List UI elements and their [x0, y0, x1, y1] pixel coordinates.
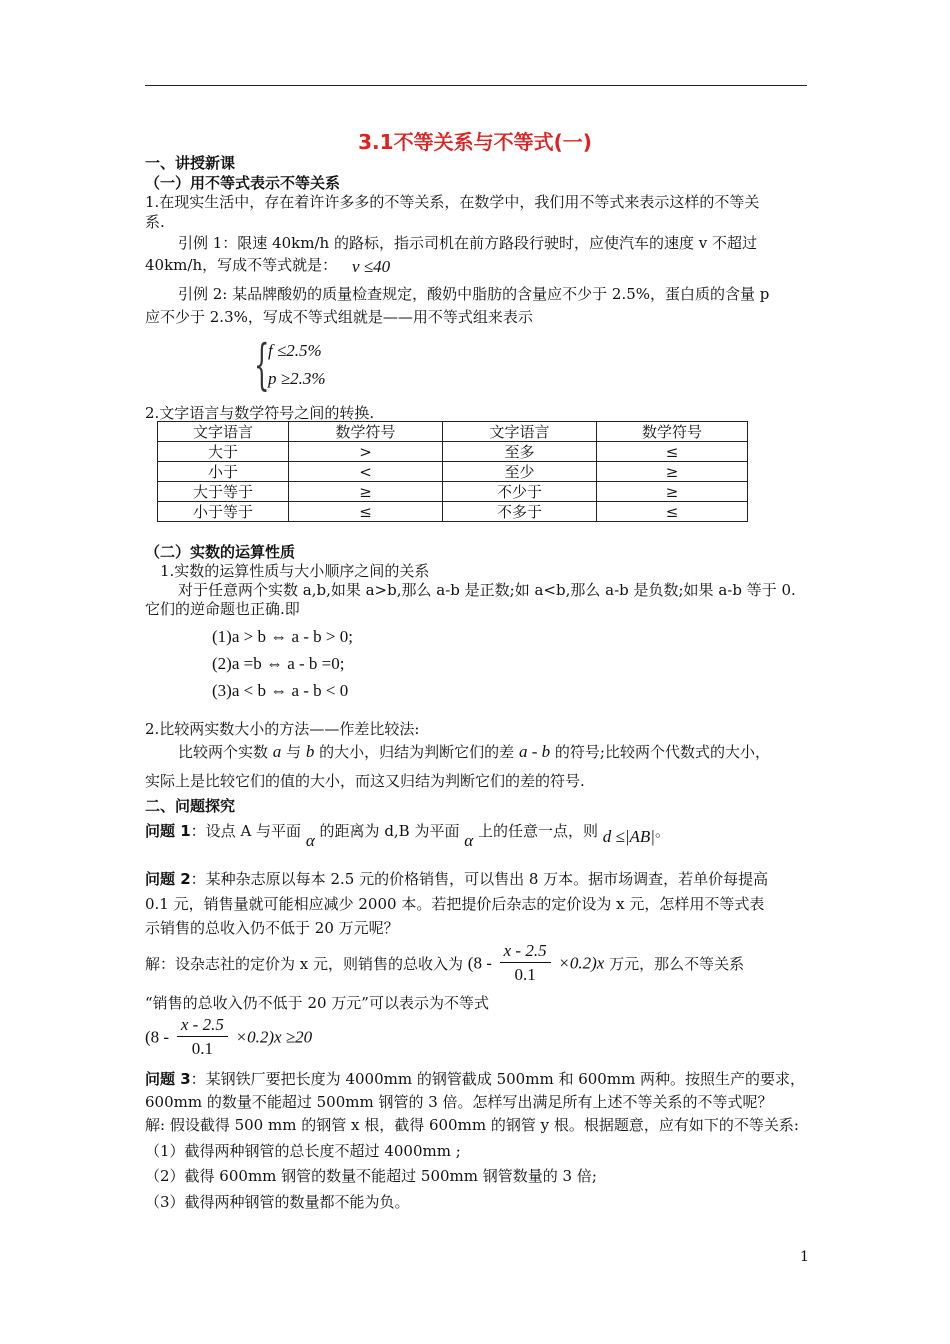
fraction-denominator: 0.1 [191, 1039, 213, 1058]
table-header-row [158, 422, 748, 442]
table-cell: > [289, 442, 443, 462]
paragraph-1-line-1: 1.在现实生活中，存在着许许多多的不等关系，在数学中，我们用不等式来表示这样的不等关 [145, 193, 760, 211]
table-row [158, 502, 748, 522]
example-2-line-1: 引例 2: 某品牌酸奶的质量检查规定，酸奶中脂肪的含量应不少于 2.5%，蛋白质的含量 p [178, 285, 770, 303]
paragraph-2: 2.文字语言与数学符号之间的转换. [145, 404, 375, 422]
table-header: 数学符号 [597, 422, 748, 442]
solution-2-line-2: “销售的总收入仍不低于 20 万元”可以表示为不等式 [145, 994, 489, 1012]
problem-1-formula: d ≤|AB| [602, 827, 655, 846]
text-run: 解：设杂志社的定价为 x 元，则销售的总收入为 [145, 955, 463, 973]
problem-1 [145, 820, 670, 850]
table-cell: ≤ [597, 502, 748, 522]
text-run: 万元，那么不等关系 [609, 955, 745, 973]
table-cell: 大于 [158, 442, 289, 462]
table-row [158, 462, 748, 482]
math-suffix: ×0.2)x ≥20 [235, 1027, 313, 1047]
table-cell: ≤ [289, 502, 443, 522]
section-heading-1: 一、讲授新课 [145, 154, 236, 172]
section-heading-2: 二、问题探究 [145, 797, 236, 815]
property-2: (2)a =b ⇔ a - b =0; [212, 654, 345, 673]
real-numbers-heading: 1.实数的运算性质与大小顺序之间的关系 [160, 562, 430, 580]
problem-3-line-3: 解: 假设截得 500 mm 的钢管 x 根，截得 600mm 的钢管 y 根。根据题意，应有如下的不等关系: [145, 1116, 799, 1134]
system-line-1: f ≤2.5% [268, 341, 322, 360]
header-rule [145, 85, 807, 86]
math-a: a [272, 742, 282, 761]
problem-2-line-2: 0.1 元，销售量就可能相应减少 2000 本。若把提价后杂志的定价设为 x 元，怎样用不等式表 [145, 895, 765, 913]
math-prefix: (8 - [467, 953, 492, 973]
system-line-2: p ≥2.3% [268, 369, 326, 388]
table-header: 文字语言 [158, 422, 289, 442]
table-header: 文字语言 [443, 422, 597, 442]
problem-2-label: 问题 2 [145, 870, 191, 888]
section-heading-1-1: （一）用不等式表示不等关系 [145, 174, 341, 192]
inequality-formula [145, 1014, 312, 1061]
alpha-symbol: α [464, 831, 474, 850]
list-item: （1）截得两种钢管的总长度不超过 4000mm ; [145, 1142, 461, 1160]
fraction-numerator: x - 2.5 [500, 940, 551, 963]
math-b: b [305, 742, 315, 761]
fraction [500, 940, 551, 987]
problem-2-line-1 [145, 868, 768, 889]
text-run: ：设点 A 与平面 [190, 822, 302, 840]
text-run: 的距离为 d,B 为平面 [319, 822, 460, 840]
text-run: 的大小，归结为判断它们的差 [319, 743, 515, 761]
example-1-formula: v ≤40 [352, 257, 391, 276]
example-1-line-1: 引例 1：限速 40km/h 的路标，指示司机在前方路段行驶时，应使汽车的速度 v 不超过 [178, 234, 757, 252]
text-run: 比较两个实数 [178, 743, 269, 761]
table-cell: 大于等于 [158, 482, 289, 502]
math-suffix: ×0.2)x [558, 953, 605, 973]
table-cell: 不多于 [443, 502, 597, 522]
list-item: （3）截得两种钢管的数量都不能为负。 [145, 1193, 410, 1211]
text-run: ：某钢铁厂要把长度为 4000mm 的钢管截成 500mm 和 600mm 两种。按照生产的要求， [190, 1070, 806, 1088]
conversion-table [157, 421, 748, 522]
table-cell: ≥ [289, 482, 443, 502]
real-numbers-line-2: 它们的逆命题也正确.即 [145, 600, 300, 618]
problem-3-label: 问题 3 [145, 1070, 191, 1088]
table-cell: ≥ [597, 482, 748, 502]
text-run: 上的任意一点，则 [477, 822, 598, 840]
text-run: 。 [654, 822, 670, 840]
table-cell: 不少于 [443, 482, 597, 502]
math-a-minus-b: a - b [518, 742, 551, 761]
paragraph-1-line-2: 系. [145, 213, 165, 231]
comparison-heading: 2.比较两实数大小的方法——作差比较法: [145, 720, 420, 738]
page-title: 3.1不等关系与不等式(一) [358, 130, 592, 154]
real-numbers-line-1: 对于任意两个实数 a,b,如果 a>b,那么 a-b 是正数;如 a<b,那么 a-b 是负数;如果 a-b 等于 0. [178, 581, 796, 599]
fraction [177, 1014, 228, 1061]
example-2-line-2: 应不少于 2.3%，写成不等式组就是——用不等式组来表示 [145, 308, 533, 326]
property-1: (1)a > b ⇔ a - b > 0; [212, 627, 353, 646]
math-prefix: (8 - [145, 1027, 170, 1047]
alpha-symbol: α [305, 831, 315, 850]
section-heading-1-2: （二）实数的运算性质 [145, 543, 296, 561]
text-run: 与 [286, 743, 302, 761]
comparison-line-1 [178, 741, 770, 762]
text-run: ：某种杂志原以每本 2.5 元的价格销售，可以售出 8 万本。据市场调查，若单价每提高 [190, 870, 769, 888]
table-row [158, 442, 748, 462]
text-run: 的符号;比较两个代数式的大小， [554, 743, 770, 761]
fraction-denominator: 0.1 [514, 965, 536, 984]
problem-2-line-3: 示销售的总收入仍不低于 20 万元呢？ [145, 919, 399, 937]
table-cell: < [289, 462, 443, 482]
example-1-line-2: 40km/h，写成不等式就是： [145, 256, 338, 274]
comparison-line-2: 实际上是比较它们的值的大小，而这又归结为判断它们的差的符号. [145, 772, 585, 790]
problem-1-label: 问题 1 [145, 822, 191, 840]
property-3: (3)a < b ⇔ a - b < 0 [212, 681, 349, 700]
list-item: （2）截得 600mm 钢管的数量不能超过 500mm 钢管数量的 3 倍; [145, 1167, 597, 1185]
table-cell: 小于 [158, 462, 289, 482]
fraction-numerator: x - 2.5 [177, 1014, 228, 1037]
problem-3-line-1 [145, 1068, 805, 1089]
table-cell: 至多 [443, 442, 597, 462]
table-cell: 小于等于 [158, 502, 289, 522]
table-cell: ≤ [597, 442, 748, 462]
page-number: 1 [800, 1249, 809, 1265]
problem-3-line-2: 600mm 的数量不能超过 500mm 钢管的 3 倍。怎样写出满足所有上述不等关系的不等式呢？ [145, 1093, 773, 1111]
table-header: 数学符号 [289, 422, 443, 442]
table-cell: 至少 [443, 462, 597, 482]
system-brace: { [254, 333, 270, 396]
solution-2-line-1 [145, 940, 744, 987]
table-cell: ≥ [597, 462, 748, 482]
table-row [158, 482, 748, 502]
